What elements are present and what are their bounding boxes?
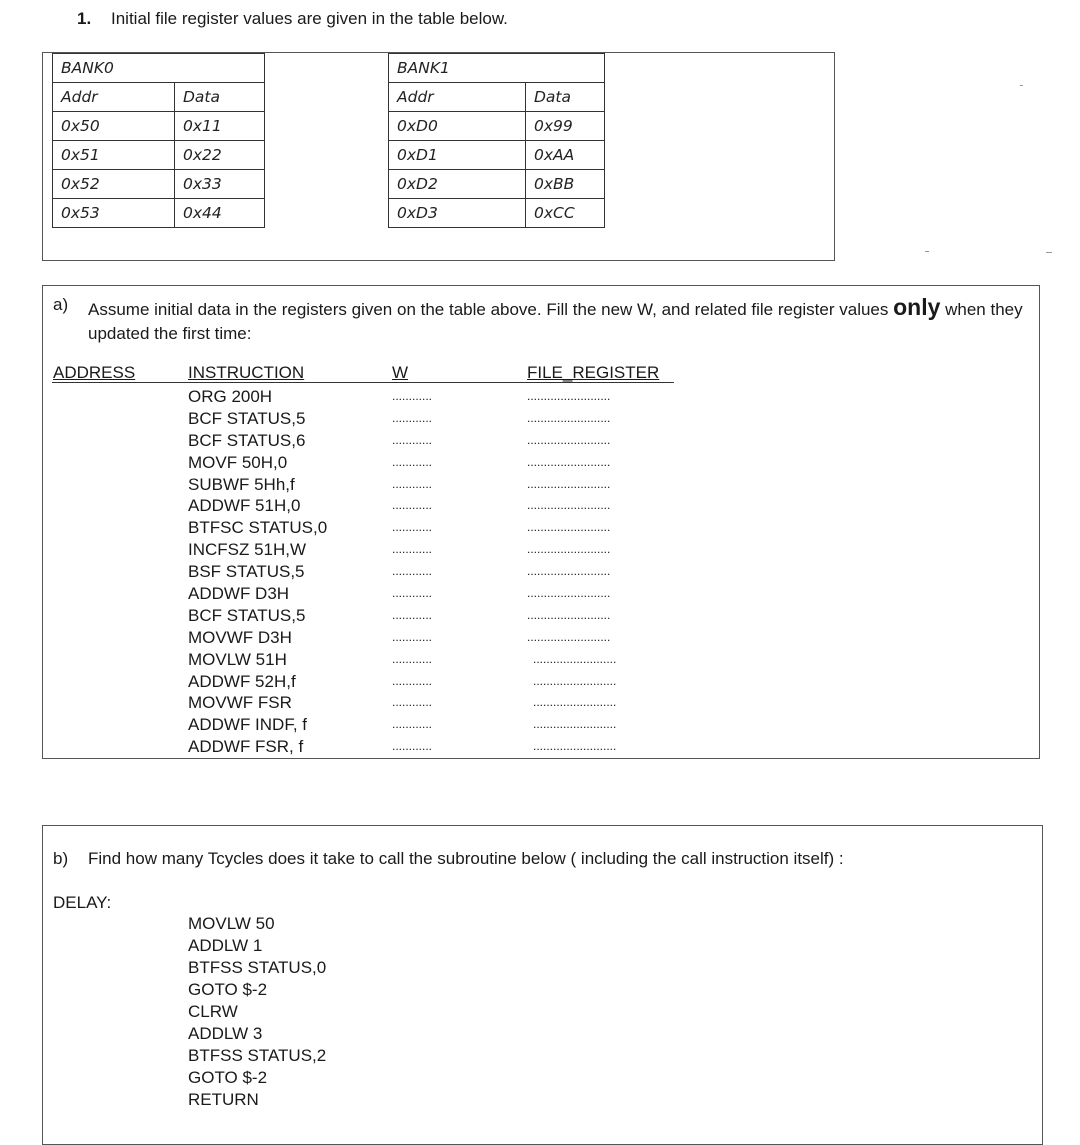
subroutine-line: BTFSS STATUS,0 [188, 958, 327, 977]
bank0-addr: 0x53 [53, 199, 175, 228]
instruction-line: BCF STATUS,5 [188, 408, 306, 428]
part-b-prompt: Find how many Tcycles does it take to call the subroutine below ( including the call instruction itself) : [88, 849, 844, 868]
bank1-addr: 0xD1 [389, 141, 526, 170]
bank1-addr: 0xD0 [389, 112, 526, 141]
subroutine-code [188, 913, 326, 1111]
question-number: 1. [77, 9, 92, 28]
bank0-header-addr: Addr [53, 83, 175, 112]
scan-speck [925, 251, 929, 252]
file-register-answer-column [527, 386, 616, 758]
subroutine-line: ADDLW 3 [188, 1024, 263, 1043]
subroutine-line: RETURN [188, 1090, 259, 1109]
file-register-answer-blank[interactable]: ......................... [527, 520, 611, 535]
w-answer-blank[interactable]: ............ [392, 651, 433, 666]
instruction-line: BSF STATUS,5 [188, 562, 305, 582]
subroutine-line: ADDLW 1 [188, 936, 263, 955]
instruction-line: MOVF 50H,0 [188, 452, 288, 472]
part-a-text-end: when they updated the first time: [88, 300, 1023, 343]
w-answer-blank[interactable]: ............ [392, 432, 433, 447]
subroutine-line: GOTO $-2 [188, 980, 268, 999]
file-register-answer-blank[interactable]: ......................... [527, 607, 611, 622]
file-register-answer-blank[interactable]: ......................... [533, 651, 617, 666]
w-answer-blank[interactable]: ............ [392, 542, 433, 557]
bank0-data: 0x33 [175, 170, 265, 199]
header-file-register: FILE_REGISTER [527, 363, 660, 382]
file-register-answer-blank[interactable]: ......................... [527, 432, 611, 447]
file-register-answer-blank[interactable]: ......................... [533, 717, 617, 732]
scan-speck [1046, 252, 1052, 253]
w-answer-blank[interactable]: ............ [392, 629, 433, 644]
bank1-data: 0x99 [526, 112, 605, 141]
bank0-data: 0x44 [175, 199, 265, 228]
file-register-answer-blank[interactable]: ......................... [527, 389, 611, 403]
bank0-data: 0x11 [175, 112, 265, 141]
bank0-addr: 0x50 [53, 112, 175, 141]
bank1-header-data: Data [526, 83, 605, 112]
file-register-answer-blank[interactable]: ......................... [527, 542, 611, 557]
file-register-answer-blank[interactable]: ......................... [527, 410, 611, 425]
bank1-header-addr: Addr [389, 83, 526, 112]
bank1-data: 0xBB [526, 170, 605, 199]
bank0-table [52, 53, 265, 228]
w-answer-blank[interactable]: ............ [392, 586, 433, 601]
bank0-addr: 0x51 [53, 141, 175, 170]
part-a-text-start: Assume initial data in the registers given on the table above. Fill the new W, and related file register values [88, 300, 894, 319]
bank1-data: 0xAA [526, 141, 605, 170]
w-answer-blank[interactable]: ............ [392, 607, 433, 622]
instruction-line: ADDWF D3H [188, 584, 290, 604]
w-answer-blank[interactable]: ............ [392, 410, 433, 425]
subroutine-line: GOTO $-2 [188, 1068, 268, 1087]
part-a-prompt [88, 295, 1033, 346]
part-a-label: a) [53, 295, 69, 314]
w-answer-blank[interactable]: ............ [392, 476, 433, 491]
file-register-answer-blank[interactable]: ......................... [527, 476, 611, 491]
instruction-line: INCFSZ 51H,W [188, 540, 307, 560]
file-register-answer-blank[interactable]: ......................... [527, 629, 611, 644]
header-underline [52, 382, 674, 383]
bank0-header-data: Data [175, 83, 265, 112]
instruction-line: BCF STATUS,6 [188, 430, 306, 450]
instruction-line: BTFSC STATUS,0 [188, 518, 328, 538]
file-register-answer-blank[interactable]: ......................... [527, 564, 611, 579]
bank1-data: 0xCC [526, 199, 605, 228]
bank1-title: BANK1 [389, 54, 605, 83]
file-register-answer-blank[interactable]: ......................... [527, 498, 611, 513]
part-b-label: b) [53, 849, 69, 868]
bank0-data: 0x22 [175, 141, 265, 170]
w-answer-blank[interactable]: ............ [392, 564, 433, 579]
w-answer-blank[interactable]: ............ [392, 520, 433, 535]
bank0-title: BANK0 [53, 54, 265, 83]
file-register-answer-blank[interactable]: ......................... [533, 673, 617, 688]
instruction-line: ADDWF 52H,f [188, 671, 296, 691]
file-register-answer-blank[interactable]: ......................... [527, 586, 611, 601]
header-instruction: INSTRUCTION [188, 363, 305, 382]
w-answer-blank[interactable]: ............ [392, 498, 433, 513]
subroutine-line: CLRW [188, 1002, 238, 1021]
instruction-list [188, 386, 327, 758]
file-register-answer-blank[interactable]: ......................... [533, 739, 617, 754]
w-answer-blank[interactable]: ............ [392, 717, 433, 732]
header-address: ADDRESS [53, 363, 136, 382]
header-w: W [392, 363, 409, 382]
subroutine-line: MOVLW 50 [188, 914, 275, 933]
bank1-addr: 0xD3 [389, 199, 526, 228]
file-register-answer-blank[interactable]: ......................... [527, 454, 611, 469]
part-a-emphasis: only [893, 294, 941, 320]
subroutine-label: DELAY: [53, 893, 112, 912]
scan-speck [1020, 85, 1023, 86]
w-answer-blank[interactable]: ............ [392, 695, 433, 710]
bank0-addr: 0x52 [53, 170, 175, 199]
instruction-line: MOVWF D3H [188, 627, 292, 647]
instruction-line: MOVWF FSR [188, 693, 292, 713]
w-answer-column [392, 386, 432, 758]
w-answer-blank[interactable]: ............ [392, 389, 433, 403]
question-text: Initial file register values are given in the table below. [111, 9, 508, 28]
file-register-answer-blank[interactable]: ......................... [533, 695, 617, 710]
bank1-addr: 0xD2 [389, 170, 526, 199]
instruction-line: ADDWF FSR, f [188, 737, 304, 757]
w-answer-blank[interactable]: ............ [392, 673, 433, 688]
subroutine-line: BTFSS STATUS,2 [188, 1046, 327, 1065]
instruction-line: ADDWF INDF, f [188, 715, 307, 735]
instruction-line: ADDWF 51H,0 [188, 496, 301, 516]
instruction-line: BCF STATUS,5 [188, 605, 306, 625]
instruction-line: MOVLW 51H [188, 649, 287, 669]
instruction-line: SUBWF 5Hh,f [188, 474, 295, 494]
instruction-line: ORG 200H [188, 387, 273, 406]
w-answer-blank[interactable]: ............ [392, 739, 433, 754]
bank1-table [388, 53, 605, 228]
w-answer-blank[interactable]: ............ [392, 454, 433, 469]
